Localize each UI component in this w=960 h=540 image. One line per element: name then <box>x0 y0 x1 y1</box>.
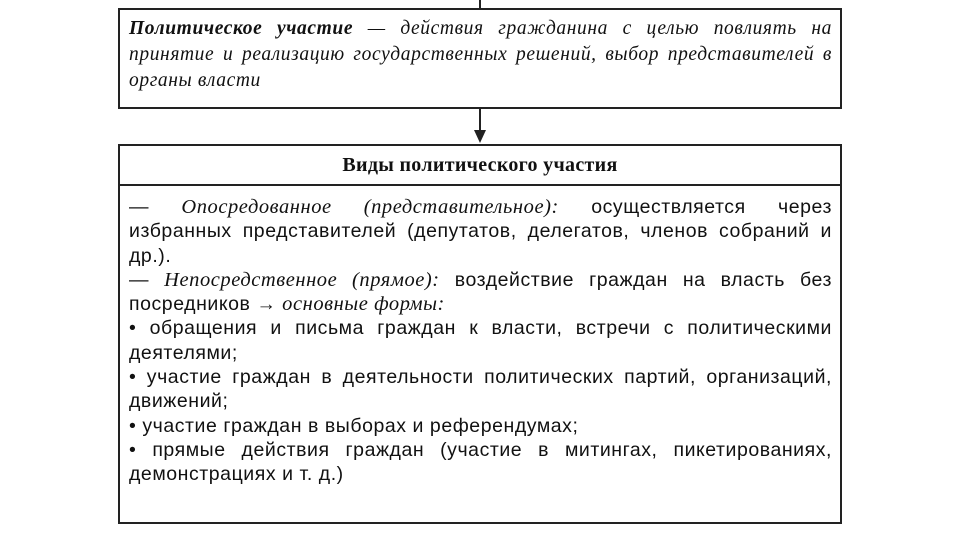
definition-box <box>118 8 842 109</box>
direct-term: Непосредственное (прямое): <box>164 268 440 291</box>
mediated-term: Опосредованное (представительное): <box>181 196 559 218</box>
down-arrow <box>470 108 490 144</box>
types-box <box>118 144 842 524</box>
forms-label: основные формы: <box>276 293 445 316</box>
direct-text: воздействие граждан на власть без посредников <box>129 268 832 316</box>
direct-participation <box>129 268 832 317</box>
list-item: • участие граждан в деятельности политических партий, организаций, движений; <box>129 366 832 413</box>
mediated-text: осуществляется через избранных представителей (депутатов, делегатов, членов собраний и др.). <box>129 196 832 267</box>
list-item: • прямые действия граждан (участие в митингах, пикетированиях, демонстрациях и т. д.) <box>129 438 832 486</box>
list-item: • обращения и письма граждан к власти, встречи с политическими деятелями; <box>129 317 832 364</box>
mediated-participation <box>129 195 832 268</box>
definition-body: — действия гражданина с целью повлиять на принятие и реализацию государственных решений, выбор представителей в органы власти <box>129 18 832 91</box>
definition-term: Политическое участие <box>129 18 354 39</box>
direct-dash: — <box>129 268 165 291</box>
definition-text <box>129 16 832 94</box>
types-body <box>120 186 840 487</box>
list-item: • участие граждан в выборах и референдумах; <box>129 414 579 437</box>
types-title: Виды политического участия <box>120 146 840 186</box>
arrow-icon: → <box>256 293 277 316</box>
mediated-dash: — <box>129 196 182 218</box>
